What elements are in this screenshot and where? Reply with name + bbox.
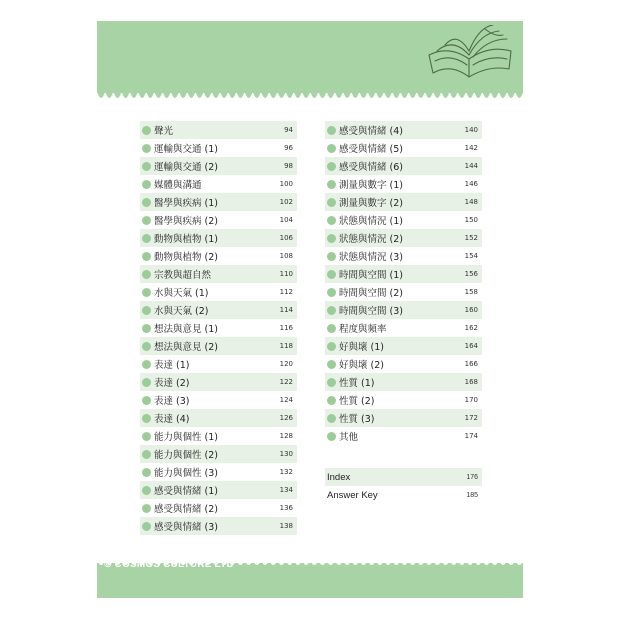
toc-entry-title: 感受與情緒 (4) — [339, 126, 403, 137]
toc-entry-title: 能力與個性 (3) — [154, 468, 218, 479]
circle-badge-icon — [142, 486, 151, 495]
toc-entry-title: 醫學與疾病 (1) — [154, 198, 218, 209]
toc-entry-title: 性質 (1) — [339, 378, 375, 389]
toc-entry-page: 146 — [464, 180, 478, 188]
toc-entry-title: 時間與空間 (2) — [339, 288, 403, 299]
circle-badge-icon — [142, 252, 151, 261]
toc-entry[interactable] — [140, 175, 297, 193]
toc-entry[interactable] — [325, 427, 482, 445]
toc-entry[interactable] — [325, 283, 482, 301]
circle-badge-icon — [142, 414, 151, 423]
toc-entry-page: 160 — [464, 306, 478, 314]
toc-entry[interactable] — [325, 157, 482, 175]
toc-entry[interactable] — [140, 337, 297, 355]
toc-entry[interactable] — [140, 409, 297, 427]
circle-badge-icon — [142, 450, 151, 459]
circle-badge-icon — [142, 324, 151, 333]
circle-badge-icon — [327, 324, 336, 333]
toc-entry-page: 110 — [279, 270, 293, 278]
toc-entry-title: 表達 (2) — [154, 378, 190, 389]
toc-entry-page: 120 — [279, 360, 293, 368]
toc-entry-title: 性質 (2) — [339, 396, 375, 407]
toc-entry-page: 108 — [279, 252, 293, 260]
copyright-text: © COSMOS CULTURE LTD — [104, 559, 234, 570]
toc-entry-page: 166 — [464, 360, 478, 368]
toc-entry[interactable] — [140, 427, 297, 445]
toc-entry[interactable] — [325, 319, 482, 337]
toc-entry-title: 宗教與超自然 — [154, 270, 212, 281]
toc-entry[interactable] — [140, 247, 297, 265]
toc-entry-title: 感受與情緒 (6) — [339, 162, 403, 173]
toc-entry[interactable] — [140, 517, 297, 535]
toc-entry[interactable] — [140, 121, 297, 139]
toc-entry-page: 98 — [284, 162, 293, 170]
toc-entry-title: 表達 (4) — [154, 414, 190, 425]
toc-entry[interactable] — [140, 391, 297, 409]
circle-badge-icon — [142, 522, 151, 531]
toc-entry-title: 其他 — [339, 432, 359, 443]
toc-entry-page: 158 — [464, 288, 478, 296]
toc-entry-title: 測量與數字 (1) — [339, 180, 403, 191]
toc-entry-page: 140 — [464, 126, 478, 134]
toc-entry-title: 感受與情緒 (5) — [339, 144, 403, 155]
toc-entry[interactable] — [140, 265, 297, 283]
toc-entry[interactable] — [140, 193, 297, 211]
toc-entry-page: 138 — [279, 522, 293, 530]
toc-entry-page: 116 — [279, 324, 293, 332]
toc-entry-page: 164 — [464, 342, 478, 350]
toc-entry-page: 114 — [279, 306, 293, 314]
toc-entry-title: Index — [327, 471, 351, 483]
toc-entry-page: 124 — [279, 396, 293, 404]
toc-entry-page: 96 — [284, 144, 293, 152]
toc-entry-page: 94 — [284, 126, 293, 134]
circle-badge-icon — [327, 198, 336, 207]
toc-entry[interactable] — [325, 301, 482, 319]
circle-badge-icon — [327, 126, 336, 135]
toc-entry-page: 118 — [279, 342, 293, 350]
toc-entry[interactable] — [325, 486, 482, 504]
toc-entry-page: 156 — [464, 270, 478, 278]
toc-entry-page: 152 — [464, 234, 478, 242]
circle-badge-icon — [142, 288, 151, 297]
toc-entry[interactable] — [325, 391, 482, 409]
circle-badge-icon — [142, 126, 151, 135]
circle-badge-icon — [327, 360, 336, 369]
toc-entry-title: 狀態與情況 (3) — [339, 252, 403, 263]
open-book-icon — [423, 25, 515, 85]
toc-entry-title: 動物與植物 (2) — [154, 252, 218, 263]
toc-entry[interactable] — [325, 193, 482, 211]
toc-entry-page: 172 — [464, 414, 478, 422]
circle-badge-icon — [327, 342, 336, 351]
circle-badge-icon — [142, 396, 151, 405]
circle-badge-icon — [327, 252, 336, 261]
toc-entry-title: 感受與情緒 (1) — [154, 486, 218, 497]
circle-badge-icon — [142, 378, 151, 387]
toc-entry-title: 表達 (3) — [154, 396, 190, 407]
circle-badge-icon — [142, 198, 151, 207]
toc-entry[interactable] — [140, 445, 297, 463]
toc-entry-title: 表達 (1) — [154, 360, 190, 371]
toc-entry[interactable] — [140, 157, 297, 175]
circle-badge-icon — [327, 144, 336, 153]
toc-entry[interactable] — [140, 355, 297, 373]
toc-entry[interactable] — [140, 499, 297, 517]
toc-entry-page: 130 — [279, 450, 293, 458]
toc-entry[interactable] — [325, 139, 482, 157]
toc-entry-page: 168 — [464, 378, 478, 386]
toc-entry[interactable] — [325, 121, 482, 139]
toc-entry-title: 水與天氣 (2) — [154, 306, 209, 317]
toc-entry-page: 174 — [464, 432, 478, 440]
toc-entry[interactable] — [140, 229, 297, 247]
toc-entry-page: 106 — [279, 234, 293, 242]
toc-entry-title: 能力與個性 (1) — [154, 432, 218, 443]
toc-entry-page: 176 — [466, 473, 478, 481]
toc-entry-title: 想法與意見 (2) — [154, 342, 218, 353]
toc-entry[interactable] — [325, 211, 482, 229]
circle-badge-icon — [142, 504, 151, 513]
circle-badge-icon — [142, 180, 151, 189]
circle-badge-icon — [327, 234, 336, 243]
toc-entry-title: 聲光 — [154, 126, 174, 137]
toc-entry-page: 154 — [464, 252, 478, 260]
toc-entry-page: 100 — [279, 180, 293, 188]
toc-entry[interactable] — [140, 373, 297, 391]
circle-badge-icon — [327, 432, 336, 441]
toc-entry-page: 148 — [464, 198, 478, 206]
toc-entry[interactable] — [140, 283, 297, 301]
toc-entry-title: 好與壞 (1) — [339, 342, 384, 353]
header-banner — [97, 21, 523, 93]
toc-entry-title: 時間與空間 (3) — [339, 306, 403, 317]
toc-column-right — [325, 121, 482, 445]
toc-entry-title: 醫學與疾病 (2) — [154, 216, 218, 227]
toc-entry-page: 170 — [464, 396, 478, 404]
toc-entry[interactable] — [325, 337, 482, 355]
circle-badge-icon — [327, 396, 336, 405]
toc-entry-page: 102 — [279, 198, 293, 206]
circle-badge-icon — [327, 378, 336, 387]
toc-appendix-list — [325, 468, 482, 504]
circle-badge-icon — [327, 270, 336, 279]
toc-entry-title: 運輸與交通 (2) — [154, 162, 218, 173]
toc-entry-title: 狀態與情況 (1) — [339, 216, 403, 227]
circle-badge-icon — [142, 234, 151, 243]
toc-entry-title: 運輸與交通 (1) — [154, 144, 218, 155]
toc-entry-page: 136 — [279, 504, 293, 512]
toc-entry-page: 132 — [279, 468, 293, 476]
toc-entry[interactable] — [325, 247, 482, 265]
circle-badge-icon — [142, 468, 151, 477]
toc-entry-title: 程度與頻率 — [339, 324, 387, 335]
circle-badge-icon — [142, 306, 151, 315]
toc-entry-page: 150 — [464, 216, 478, 224]
toc-entry[interactable] — [325, 355, 482, 373]
toc-entry-title: 感受與情緒 (2) — [154, 504, 218, 515]
toc-entry-title: 性質 (3) — [339, 414, 375, 425]
circle-badge-icon — [142, 342, 151, 351]
toc-entry-title: 媒體與溝通 — [154, 180, 202, 191]
circle-badge-icon — [142, 216, 151, 225]
toc-entry-page: 126 — [279, 414, 293, 422]
circle-badge-icon — [327, 414, 336, 423]
circle-badge-icon — [327, 288, 336, 297]
toc-entry[interactable] — [140, 139, 297, 157]
toc-entry-title: 狀態與情況 (2) — [339, 234, 403, 245]
circle-badge-icon — [327, 306, 336, 315]
toc-entry-page: 112 — [279, 288, 293, 296]
circle-badge-icon — [327, 162, 336, 171]
toc-entry-page: 162 — [464, 324, 478, 332]
toc-entry-title: 測量與數字 (2) — [339, 198, 403, 209]
circle-badge-icon — [327, 180, 336, 189]
toc-entry[interactable] — [140, 319, 297, 337]
toc-entry[interactable] — [325, 265, 482, 283]
toc-entry-page: 185 — [466, 491, 478, 499]
toc-entry[interactable] — [325, 373, 482, 391]
toc-entry-page: 144 — [464, 162, 478, 170]
toc-entry-title: Answer Key — [327, 489, 378, 501]
toc-column-left — [140, 121, 297, 535]
toc-entry[interactable] — [140, 301, 297, 319]
toc-entry[interactable] — [325, 468, 482, 486]
circle-badge-icon — [142, 270, 151, 279]
toc-entry-title: 想法與意見 (1) — [154, 324, 218, 335]
toc-entry-title: 時間與空間 (1) — [339, 270, 403, 281]
circle-badge-icon — [142, 360, 151, 369]
header-scallop-edge — [97, 91, 523, 99]
toc-entry[interactable] — [325, 409, 482, 427]
toc-entry-page: 134 — [279, 486, 293, 494]
toc-entry[interactable] — [140, 211, 297, 229]
toc-entry-title: 水與天氣 (1) — [154, 288, 209, 299]
toc-entry-title: 好與壞 (2) — [339, 360, 384, 371]
circle-badge-icon — [142, 432, 151, 441]
toc-entry[interactable] — [325, 175, 482, 193]
toc-entry-page: 128 — [279, 432, 293, 440]
toc-entry-page: 142 — [464, 144, 478, 152]
toc-entry-page: 122 — [279, 378, 293, 386]
toc-entry[interactable] — [140, 481, 297, 499]
toc-entry[interactable] — [140, 463, 297, 481]
toc-entry-page: 104 — [279, 216, 293, 224]
circle-badge-icon — [142, 162, 151, 171]
circle-badge-icon — [327, 216, 336, 225]
toc-entry-title: 動物與植物 (1) — [154, 234, 218, 245]
toc-entry-title: 能力與個性 (2) — [154, 450, 218, 461]
circle-badge-icon — [142, 144, 151, 153]
toc-entry[interactable] — [325, 229, 482, 247]
toc-entry-title: 感受與情緒 (3) — [154, 522, 218, 533]
